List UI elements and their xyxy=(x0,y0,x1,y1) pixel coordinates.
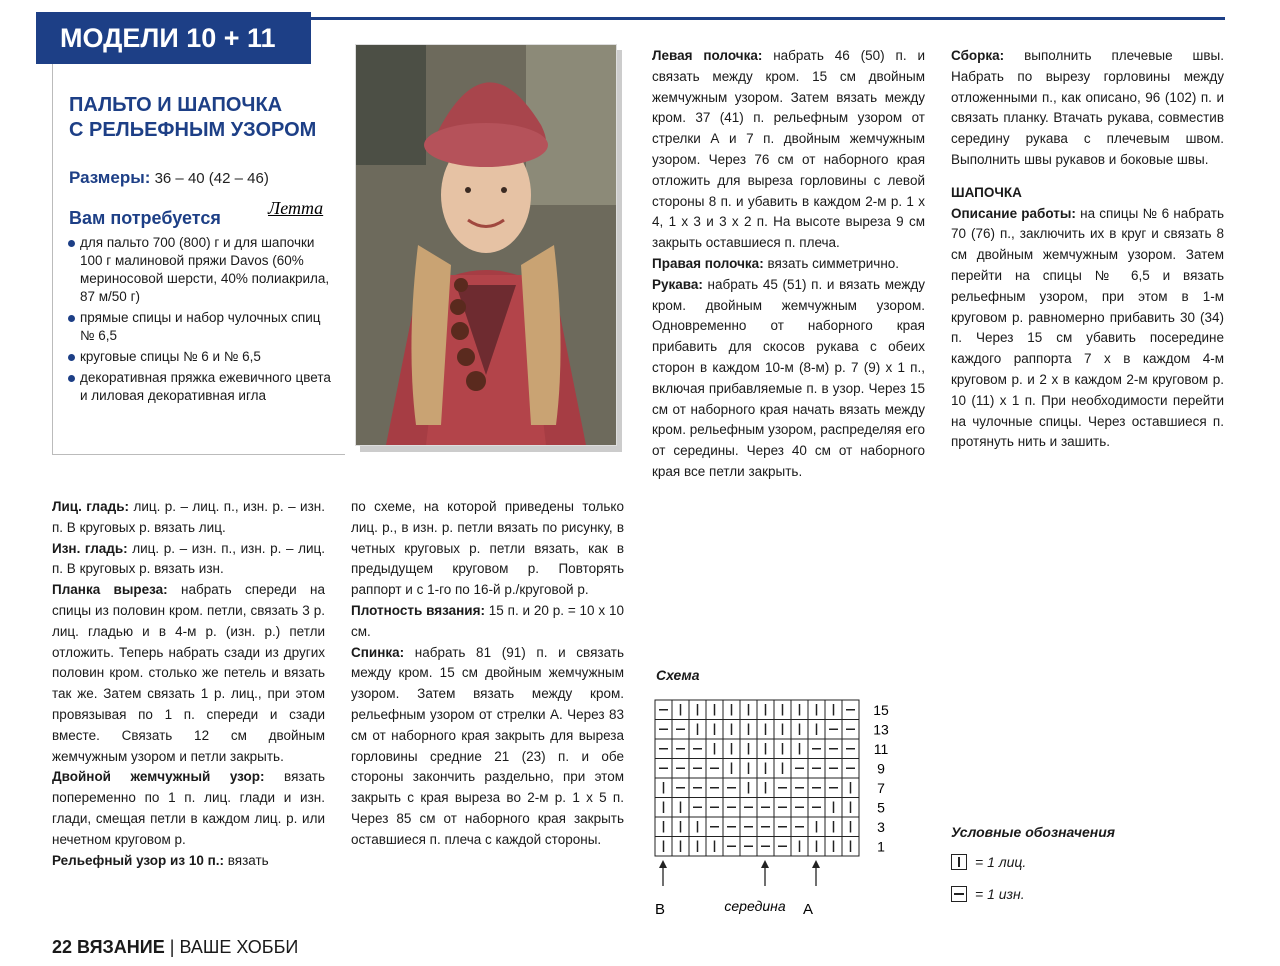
model-illustration xyxy=(356,45,616,445)
legend-knit-label: = 1 лиц. xyxy=(975,854,1027,870)
signature: Летта xyxy=(268,198,324,218)
paragraph-label: Рельефный узор из 10 п.: xyxy=(52,852,224,868)
paragraph-label: Плотность вязания: xyxy=(351,602,485,618)
section-heading xyxy=(951,183,1224,204)
paragraph xyxy=(52,767,325,850)
marker-a: А xyxy=(802,901,814,918)
row-number: 9 xyxy=(877,760,885,777)
needs-item: для пальто 700 (800) г и для шапочки 100 г малиновой пряжи Davos (60% мериносовой шерсти, 40% полиакрила, 87 м/50 г) xyxy=(66,234,336,306)
paragraph xyxy=(52,851,325,872)
paragraph xyxy=(951,204,1224,454)
legend-title: Условные обозначения xyxy=(951,824,1116,840)
marker-middle: середина xyxy=(724,898,786,914)
row-number: 7 xyxy=(877,780,885,796)
paragraph-text: набрать 46 (50) п. и связать между кром. 15 см двойным жемчужным узором. Затем вязать между кром. 37 (41) п. рельефным узором от стрелки А и 7 п. двойным жемчужным узором. Через 76 см от наборного края отложить для выреза горловины с левой стороны 8 п. и убавить в каждом 2-м р. 1 х 4, 1 х 3 и 3 х 2 п. На высоте выреза 9 см закрыть оставшиеся п. плеча. xyxy=(652,48,925,251)
text-column-2 xyxy=(351,497,624,851)
footer-divider: | xyxy=(169,937,175,957)
legend-purl-label: = 1 изн. xyxy=(975,886,1025,902)
arrow-a-icon xyxy=(812,860,820,868)
paragraph-text: лиц. р. – лиц. п., изн. р. – изн. п. В круговых р. вязать лиц. xyxy=(52,499,325,535)
text-column-3 xyxy=(652,46,925,483)
paragraph-label: Описание работы: xyxy=(951,205,1076,221)
needs-heading: Вам потребуется xyxy=(69,208,221,228)
paragraph-label: Изн. гладь: xyxy=(52,540,128,556)
sizes-label: Размеры: xyxy=(69,168,151,187)
sizes xyxy=(69,168,269,188)
row-number: 13 xyxy=(873,721,889,738)
article-title xyxy=(69,93,339,143)
knitting-chart xyxy=(650,695,910,925)
model-photo xyxy=(355,44,617,446)
marker-b: В xyxy=(654,901,666,918)
schema-label: Схема xyxy=(656,667,700,683)
row-number: 5 xyxy=(877,799,885,816)
paragraph-text: выполнить плечевые швы. Набрать по вырезу горловины между отложенными п., как описано, 96 (102) п. и связать планку. Втачать рукава, совместив середину рукава с плечевым швом. Выполнить швы рукавов и боковые швы. xyxy=(951,48,1224,167)
arrow-middle-icon xyxy=(761,860,769,868)
paragraph-text: на спицы № 6 набрать 70 (76) п., заключить их в круг и связать 8 см двойным жемчужным узором. Затем перейти на спицы № 6,5 и вязать рельефным узором, при этом в 1-м круговом р. равномерно прибавить 30 (34) п. Через 15 см убавить посередине каждого раппорта 7 х в каждом 4-м круговом р. и 2 х в каждом 2-м круговом р. 10 (11) х 1 п. При необходимости перейти на чулочные спицы. Через оставшиеся п. протянуть нить и зашить. xyxy=(951,205,1224,450)
paragraph-label: Спинка: xyxy=(351,644,405,660)
magazine-name: ВЯЗАНИЕ xyxy=(77,937,165,957)
page-number: 22 xyxy=(52,937,73,957)
page-footer xyxy=(52,937,298,958)
paragraph-text: набрать спереди на спицы из половин кром. петли, связать 3 р. лиц. гладью и в 4-м р. (изн. р.) петли отложить. Теперь набрать сзади из других половин кром. столько же петель и вязать так же. Затем связать 1 р. лиц., при этом провязывая по 1 п. спереди и сзади вместе. Связать 12 см двойным жемчужным узором и петли закрыть. xyxy=(52,582,325,764)
paragraph xyxy=(351,643,624,851)
title-line-2: С РЕЛЬЕФНЫМ УЗОРОМ xyxy=(69,119,317,141)
legend-knit xyxy=(951,854,1026,870)
paragraph-text: вязать xyxy=(223,852,269,868)
paragraph-label: Рукава: xyxy=(652,276,703,292)
row-number: 1 xyxy=(877,838,885,855)
paragraph-text: вязать попеременно по 1 п. лиц. глади и изн. глади, смещая петли в каждом лиц. р. или нечетном круговом р. xyxy=(52,769,325,847)
paragraph-text: набрать 45 (51) п. и вязать между кром. двойным жемчужным узором. Одновременно от наборного края прибавить для скосов рукава с обеих сторон в каждом 10-м (8-м) р. 7 (9) х 1 п., включая прибавляемые п. в узор. Через 15 см от наборного края начать вязать между кром. рельефным узором, распределяя его от середины. Через 40 см от наборного края все петли закрыть. xyxy=(652,276,925,479)
needs-item: декоративная пряжка ежевичного цвета и лиловая декоративная игла xyxy=(66,369,336,405)
paragraph xyxy=(351,601,624,643)
arrow-b-icon xyxy=(659,860,667,868)
paragraph-label: Планка выреза: xyxy=(52,582,168,598)
row-number: 15 xyxy=(873,702,889,718)
row-number: 3 xyxy=(877,819,885,835)
knit-symbol-icon xyxy=(951,854,967,870)
row-number: 11 xyxy=(873,741,889,757)
hat-heading: ШАПОЧКА xyxy=(951,184,1022,200)
paragraph-label: Левая полочка: xyxy=(652,48,763,63)
paragraph-label: Правая полочка: xyxy=(652,255,764,271)
paragraph-text: вязать симметрично. xyxy=(763,255,900,271)
needs-list xyxy=(66,234,336,408)
magazine-subtitle: ВАШЕ ХОББИ xyxy=(179,937,299,957)
paragraph xyxy=(652,275,925,483)
sizes-value: 36 – 40 (42 – 46) xyxy=(154,170,269,187)
paragraph xyxy=(351,497,624,601)
paragraph-text: лиц. р. – изн. п., изн. р. – лиц. п. В круговых р. вязать изн. xyxy=(52,540,325,577)
needs-item: прямые спицы и набор чулочных спиц № 6,5 xyxy=(66,309,336,345)
paragraph xyxy=(52,497,325,539)
needs-item: круговые спицы № 6 и № 6,5 xyxy=(66,348,336,366)
purl-symbol-icon xyxy=(951,886,967,902)
paragraph-label: Лиц. гладь: xyxy=(52,499,129,514)
paragraph xyxy=(652,254,925,275)
paragraph-label: Сборка: xyxy=(951,48,1005,63)
text-column-4 xyxy=(951,46,1224,453)
models-title: МОДЕЛИ 10 + 11 xyxy=(60,23,276,53)
title-line-1: ПАЛЬТО И ШАПОЧКА xyxy=(69,94,283,116)
paragraph-text: набрать 81 (91) п. и связать между кром. 15 см двойным жемчужным узором. Затем вязать между кром. рельефным узором от стрелки А. Через 83 см от наборного края закрыть для выреза горловины средние 21 (23) п. и обе стороны закончить раздельно, при этом закрыть с края выреза во 2-м р. 1 х 5 п. Через 85 см от наборного края закрыть оставшиеся п. плеча с каждой стороны. xyxy=(351,644,624,847)
legend-purl xyxy=(951,886,1025,902)
paragraph-text: по схеме, на которой приведены только лиц. р., в изн. р. петли вязать по рисунку, в четных круговых р. петли вязать, как в предыдущем круговом р. Повторять раппорт и с 1-го по 16-й р./круговой р. xyxy=(351,499,624,598)
text-column-1 xyxy=(52,497,325,871)
paragraph xyxy=(52,539,325,581)
models-header xyxy=(36,12,311,64)
paragraph xyxy=(951,46,1224,171)
paragraph xyxy=(652,46,925,254)
paragraph-text: 15 п. и 20 р. = 10 х 10 см. xyxy=(351,602,624,639)
paragraph xyxy=(52,580,325,767)
paragraph-label: Двойной жемчужный узор: xyxy=(52,769,265,785)
